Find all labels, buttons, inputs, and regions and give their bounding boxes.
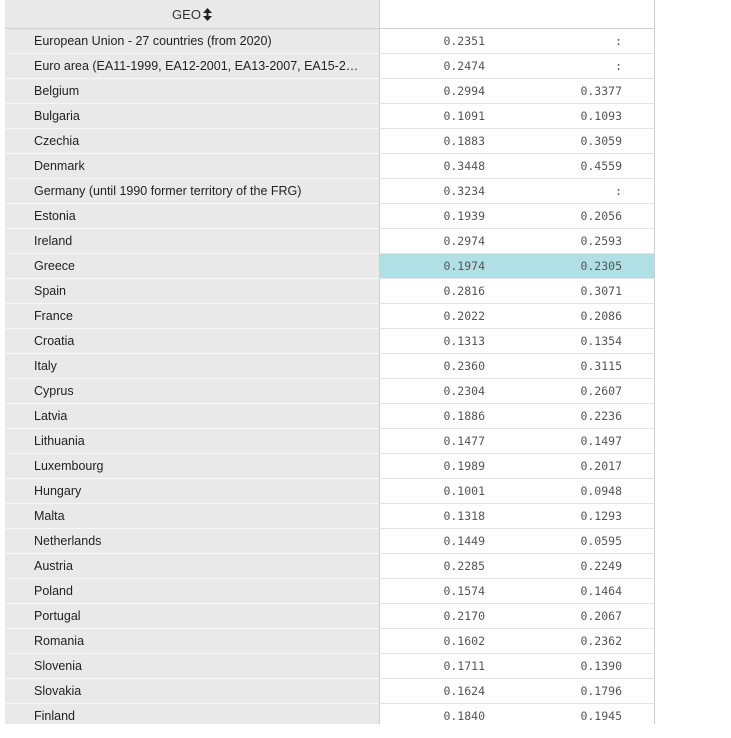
table-row[interactable] <box>5 679 655 704</box>
table-row[interactable] <box>5 529 655 554</box>
value-cell-1[interactable]: 0.1840 <box>443 709 485 723</box>
value-cells <box>379 254 655 279</box>
value-cell-2[interactable]: 0.2607 <box>580 384 622 398</box>
geo-label-cell[interactable]: Latvia <box>5 404 379 429</box>
geo-label-cell[interactable]: Belgium <box>5 79 379 104</box>
value-cell-1[interactable]: 0.1886 <box>443 409 485 423</box>
table-row[interactable] <box>5 204 655 229</box>
value-cells <box>379 604 655 629</box>
value-cell-2[interactable]: 0.2305 <box>580 259 622 273</box>
value-cell-2[interactable]: 0.3115 <box>580 359 622 373</box>
geo-label-cell[interactable]: Slovakia <box>5 679 379 704</box>
value-cell-1[interactable]: 0.2170 <box>443 609 485 623</box>
geo-label-cell[interactable]: Poland <box>5 579 379 604</box>
value-cell-1[interactable]: 0.1883 <box>443 134 485 148</box>
value-cells <box>379 429 655 454</box>
table-row[interactable] <box>5 129 655 154</box>
value-cell-1[interactable]: 0.2974 <box>443 234 485 248</box>
value-cell-1[interactable]: 0.1091 <box>443 109 485 123</box>
geo-label-cell[interactable]: Netherlands <box>5 529 379 554</box>
value-cell-1[interactable]: 0.1574 <box>443 584 485 598</box>
geo-label-cell[interactable]: France <box>5 304 379 329</box>
table-row[interactable] <box>5 504 655 529</box>
geo-label-cell[interactable]: Ireland <box>5 229 379 254</box>
table-row[interactable] <box>5 479 655 504</box>
geo-label-cell[interactable]: Cyprus <box>5 379 379 404</box>
geo-label-cell[interactable]: Hungary <box>5 479 379 504</box>
table-row[interactable] <box>5 704 655 724</box>
value-cells <box>379 529 655 554</box>
value-cell-1[interactable]: 0.2360 <box>443 359 485 373</box>
value-cells <box>379 229 655 254</box>
table-body <box>5 29 655 724</box>
value-cell-1[interactable]: 0.2994 <box>443 84 485 98</box>
value-cell-2[interactable]: 0.3377 <box>580 84 622 98</box>
value-cells <box>379 479 655 504</box>
table-row[interactable] <box>5 379 655 404</box>
value-cell-1[interactable]: 0.2351 <box>443 34 485 48</box>
value-cells <box>379 329 655 354</box>
value-cells <box>379 304 655 329</box>
geo-label-cell[interactable]: Finland <box>5 704 379 724</box>
value-cell-1[interactable]: 0.1624 <box>443 684 485 698</box>
value-cells <box>379 104 655 129</box>
value-cells <box>379 79 655 104</box>
value-cell-1[interactable]: 0.2474 <box>443 59 485 73</box>
value-cell-1[interactable]: 0.3234 <box>443 184 485 198</box>
table-header <box>5 0 655 29</box>
value-cell-2[interactable]: 0.2056 <box>580 209 622 223</box>
table-row[interactable] <box>5 279 655 304</box>
table-row[interactable] <box>5 329 655 354</box>
sort-updown-icon[interactable] <box>203 8 212 21</box>
geo-label-cell[interactable]: Euro area (EA11-1999, EA12-2001, EA13-2007, EA15-2… <box>5 54 379 79</box>
value-cell-2[interactable]: 0.1093 <box>580 109 622 123</box>
geo-label-cell[interactable]: Slovenia <box>5 654 379 679</box>
geo-header-label: GEO <box>172 6 201 22</box>
value-cell-1[interactable]: 0.1974 <box>443 259 485 273</box>
value-cell-2[interactable]: 0.2067 <box>580 609 622 623</box>
value-cells <box>379 554 655 579</box>
value-cell-1[interactable]: 0.1313 <box>443 334 485 348</box>
geo-label-cell[interactable]: Estonia <box>5 204 379 229</box>
geo-label-cell[interactable]: Czechia <box>5 129 379 154</box>
table-row[interactable] <box>5 579 655 604</box>
value-cells <box>379 579 655 604</box>
value-cells <box>379 404 655 429</box>
value-cell-2[interactable]: : <box>615 59 622 73</box>
value-cells <box>379 354 655 379</box>
geo-column-header[interactable] <box>5 0 379 29</box>
table-row[interactable] <box>5 229 655 254</box>
value-cell-2[interactable]: 0.1497 <box>580 434 622 448</box>
value-cell-2[interactable]: 0.0948 <box>580 484 622 498</box>
table-row[interactable] <box>5 54 655 79</box>
table-row[interactable] <box>5 554 655 579</box>
table-row[interactable] <box>5 454 655 479</box>
value-cell-1[interactable]: 0.3448 <box>443 159 485 173</box>
geo-label-cell[interactable]: Spain <box>5 279 379 304</box>
value-cell-2[interactable]: 0.1945 <box>580 709 622 723</box>
value-cell-2[interactable]: 0.1796 <box>580 684 622 698</box>
value-cells <box>379 504 655 529</box>
geo-label-cell[interactable]: European Union - 27 countries (from 2020) <box>5 29 379 54</box>
value-cell-2[interactable]: 0.0595 <box>580 534 622 548</box>
value-cells <box>379 54 655 79</box>
value-cells <box>379 654 655 679</box>
value-cell-1[interactable]: 0.2285 <box>443 559 485 573</box>
value-cell-1[interactable]: 0.2304 <box>443 384 485 398</box>
geo-label-cell[interactable]: Germany (until 1990 former territory of the FRG) <box>5 179 379 204</box>
value-cell-2[interactable]: 0.1354 <box>580 334 622 348</box>
value-cell-1[interactable]: 0.1477 <box>443 434 485 448</box>
geo-label-cell[interactable]: Denmark <box>5 154 379 179</box>
table-row[interactable] <box>5 179 655 204</box>
value-cell-2[interactable]: 0.4559 <box>580 159 622 173</box>
value-cell-2[interactable]: 0.1464 <box>580 584 622 598</box>
value-cell-2[interactable]: 0.2017 <box>580 459 622 473</box>
table-row[interactable] <box>5 354 655 379</box>
value-cell-1[interactable]: 0.1939 <box>443 209 485 223</box>
value-cell-1[interactable]: 0.1989 <box>443 459 485 473</box>
value-cell-2[interactable]: 0.2249 <box>580 559 622 573</box>
table-row[interactable] <box>5 629 655 654</box>
value-cell-1[interactable]: 0.1602 <box>443 634 485 648</box>
geo-label-cell[interactable]: Luxembourg <box>5 454 379 479</box>
value-cell-2[interactable]: 0.2593 <box>580 234 622 248</box>
table-row[interactable] <box>5 254 655 279</box>
value-cells <box>379 629 655 654</box>
value-cell-2[interactable]: 0.2236 <box>580 409 622 423</box>
geo-label-cell[interactable]: Bulgaria <box>5 104 379 129</box>
value-cell-2[interactable]: 0.1293 <box>580 509 622 523</box>
table-row[interactable] <box>5 29 655 54</box>
geo-label-cell[interactable]: Italy <box>5 354 379 379</box>
table-row[interactable] <box>5 79 655 104</box>
value-cell-2[interactable]: 0.2086 <box>580 309 622 323</box>
table-row[interactable] <box>5 429 655 454</box>
value-cell-2[interactable]: 0.3071 <box>580 284 622 298</box>
geo-label-cell[interactable]: Malta <box>5 504 379 529</box>
geo-label-cell[interactable]: Austria <box>5 554 379 579</box>
table-row[interactable] <box>5 654 655 679</box>
geo-label-cell[interactable]: Greece <box>5 254 379 279</box>
value-cells <box>379 154 655 179</box>
table-row[interactable] <box>5 304 655 329</box>
value-cell-1[interactable]: 0.1449 <box>443 534 485 548</box>
value-cell-1[interactable]: 0.2022 <box>443 309 485 323</box>
value-cells <box>379 204 655 229</box>
value-cells <box>379 679 655 704</box>
data-table <box>5 0 655 724</box>
value-cells <box>379 379 655 404</box>
values-column-header <box>379 0 655 29</box>
geo-label-cell[interactable]: Croatia <box>5 329 379 354</box>
geo-label-cell[interactable]: Romania <box>5 629 379 654</box>
value-cell-1[interactable]: 0.2816 <box>443 284 485 298</box>
geo-label-cell[interactable]: Lithuania <box>5 429 379 454</box>
value-cell-1[interactable]: 0.1001 <box>443 484 485 498</box>
value-cells <box>379 29 655 54</box>
value-cell-2[interactable]: : <box>615 34 622 48</box>
value-cell-1[interactable]: 0.1711 <box>443 659 485 673</box>
value-cell-2[interactable]: 0.1390 <box>580 659 622 673</box>
value-cell-2[interactable]: : <box>615 184 622 198</box>
value-cell-2[interactable]: 0.2362 <box>580 634 622 648</box>
value-cell-2[interactable]: 0.3059 <box>580 134 622 148</box>
table-row[interactable] <box>5 404 655 429</box>
value-cells <box>379 129 655 154</box>
table-row[interactable] <box>5 104 655 129</box>
geo-label-cell[interactable]: Portugal <box>5 604 379 629</box>
table-row[interactable] <box>5 154 655 179</box>
value-cell-1[interactable]: 0.1318 <box>443 509 485 523</box>
value-cells <box>379 279 655 304</box>
value-cells <box>379 179 655 204</box>
value-cells <box>379 454 655 479</box>
table-row[interactable] <box>5 604 655 629</box>
value-cells <box>379 704 655 724</box>
